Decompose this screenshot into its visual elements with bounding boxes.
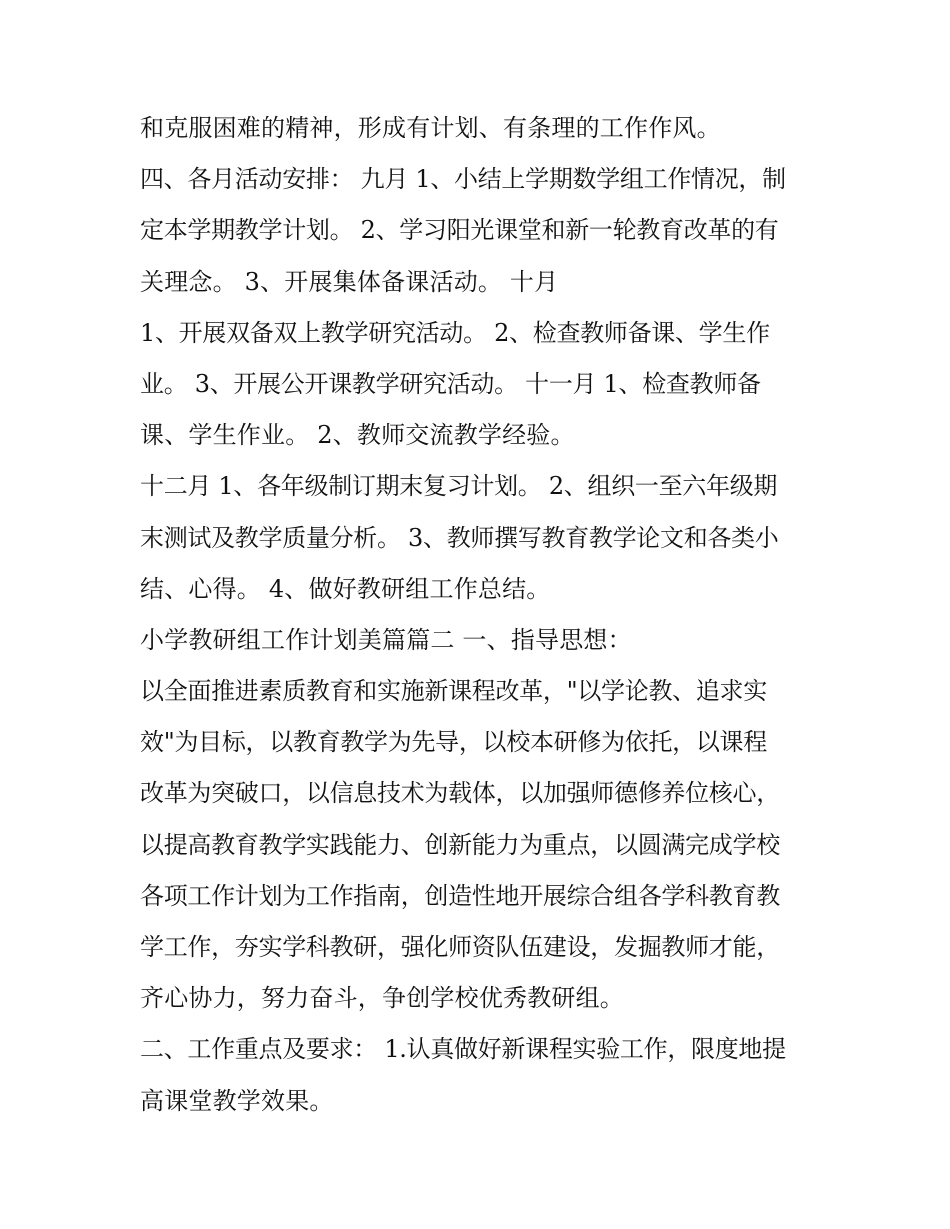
text-line-17: 学工作，夯实学科教研，强化师资队伍建设，发掘教师才能， — [140, 933, 780, 961]
text-line-18: 齐心协力，努力奋斗，争创学校优秀教研组。 — [140, 984, 624, 1013]
text-line-14: 改革为突破口，以信息技术为载体，以加强师德修养位核心， — [140, 779, 780, 808]
text-line-12: 以全面推进素质教育和实施新课程改革，"以学论教、追求实 — [140, 677, 767, 706]
text-line-16: 各项工作计划为工作指南，创造性地开展综合组各学科教育教 — [140, 881, 780, 910]
text-line-3: 定本学期教学计划。 2、学习阳光课堂和新一轮教育改革的有 — [140, 216, 779, 245]
text-line-9: 末测试及教学质量分析。 3、教师撰写教育教学论文和各类小 — [140, 523, 779, 552]
text-line-15: 以提高教育教学实践能力、创新能力为重点，以圆满完成学校 — [140, 830, 780, 859]
text-line-11: 小学教研组工作计划美篇篇二 一、指导思想： — [140, 625, 632, 654]
text-line-1: 和克服困难的精神，形成有计划、有条理的工作作风。 — [140, 114, 721, 142]
document-body — [140, 103, 820, 1127]
text-line-20: 高课堂教学效果。 — [140, 1086, 334, 1115]
text-line-7: 课、学生作业。 2、教师交流教学经验。 — [140, 421, 575, 450]
text-line-4: 关理念。 3、开展集体备课活动。 十月 — [140, 267, 559, 296]
text-line-6: 业。 3、开展公开课教学研究活动。 十一月 1、检查教师备 — [140, 369, 761, 398]
text-line-8: 十二月 1、各年级制订期末复习计划。 2、组织一至六年级期 — [140, 472, 778, 501]
text-line-5: 1、开展双备双上教学研究活动。 2、检查教师备课、学生作 — [140, 318, 770, 347]
text-line-10: 结、心得。 4、做好教研组工作总结。 — [140, 574, 551, 603]
text-line-19: 二、工作重点及要求： 1.认真做好新课程实验工作，限度地提 — [140, 1035, 786, 1064]
text-line-13: 效"为目标，以教育教学为先导，以校本研修为依托，以课程 — [140, 728, 767, 757]
text-line-2: 四、各月活动安排： 九月 1、小结上学期数学组工作情况，制 — [140, 165, 786, 194]
